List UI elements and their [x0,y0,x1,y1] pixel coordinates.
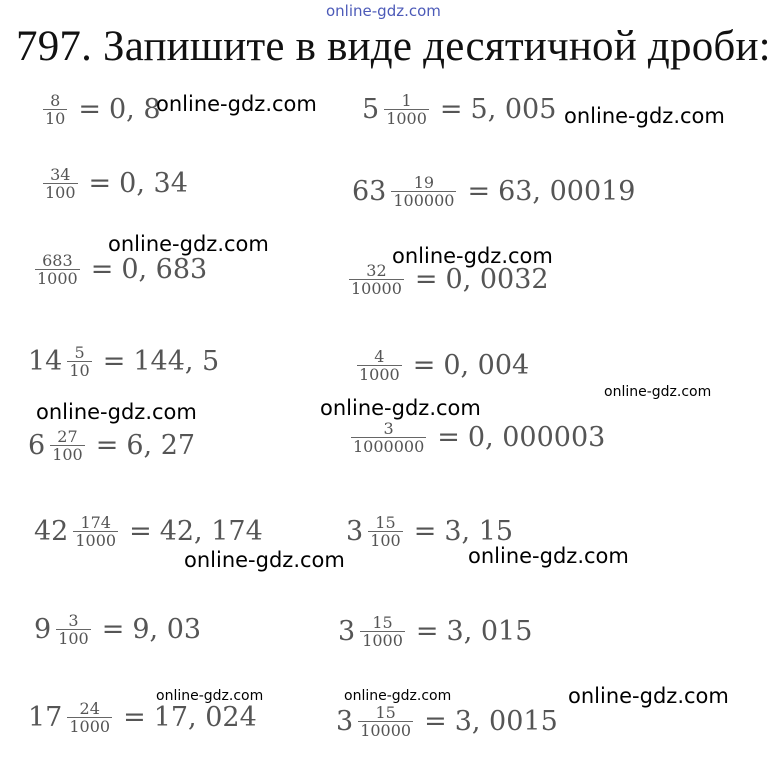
fraction-numerator: 1 [401,91,412,110]
equation-3 [38,166,188,201]
watermark: online-gdz.com [320,396,481,420]
fraction-denominator: 100 [370,531,401,550]
equation-whole: 3 [336,706,354,737]
fraction [357,348,402,383]
watermark: online-gdz.com [108,232,269,256]
equation-result: 144, 5 [133,346,220,377]
equals-sign: = [90,254,114,285]
fraction-denominator: 1000 [359,365,400,384]
equals-sign: = [88,168,112,199]
equation-result: 42, 174 [159,516,263,547]
equation-whole: 6 [28,430,46,461]
equation-result: 9, 03 [132,614,202,645]
equation-whole: 14 [28,346,63,377]
equation-10 [346,420,605,455]
equation-16 [336,704,558,739]
equation-result: 5, 005 [470,94,557,125]
fraction [67,700,112,735]
fraction [351,420,426,455]
equation-result: 0, 0032 [445,264,549,295]
watermark: online-gdz.com [604,384,712,400]
fraction-numerator: 15 [375,513,396,532]
equation-result: 17, 024 [153,702,257,733]
equation-13 [34,612,201,647]
fraction-numerator: 24 [79,699,100,718]
fraction-numerator: 174 [80,513,111,532]
watermark: online-gdz.com [156,92,317,116]
fraction-numerator: 8 [50,91,61,110]
fraction-numerator: 683 [42,251,73,270]
fraction-denominator: 100 [52,445,83,464]
fraction-numerator: 19 [413,173,435,192]
fraction [358,704,413,739]
fraction [35,252,80,287]
equation-whole: 3 [338,616,356,647]
exercise-title: 797. Запишите в виде десятичной дроби: [16,23,771,70]
equation-8 [352,348,529,383]
equals-sign: = [413,516,437,547]
equation-result: 0, 8 [108,94,161,125]
equation-9 [28,428,195,463]
fraction-numerator: 3 [383,419,394,438]
fraction-numerator: 5 [74,343,85,362]
equation-whole: 5 [362,94,380,125]
equation-result: 0, 34 [119,168,188,199]
equals-sign: = [95,430,119,461]
fraction [360,614,405,649]
fraction-numerator: 32 [366,261,387,280]
equals-sign: = [437,422,460,453]
site-header-link[interactable]: online-gdz.com [326,2,441,20]
fraction-denominator: 10000 [360,721,412,740]
fraction-denominator: 1000 [69,717,111,736]
equation-2 [362,92,556,127]
watermark: online-gdz.com [36,400,197,424]
equals-sign: = [414,264,438,295]
watermark: online-gdz.com [344,688,452,704]
equation-4 [352,174,635,209]
equals-sign: = [123,702,146,733]
fraction-denominator: 100 [45,183,76,202]
equation-whole: 17 [28,702,63,733]
equation-result: 63, 00019 [498,176,636,207]
equals-sign: = [102,346,126,377]
fraction [67,344,91,379]
fraction-denominator: 10000 [351,279,402,298]
equation-result: 0, 683 [121,254,208,285]
equals-sign: = [415,616,439,647]
fraction-denominator: 10 [45,109,66,128]
equation-result: 6, 27 [126,430,196,461]
equation-whole: 63 [352,176,387,207]
equation-14 [338,614,532,649]
equation-result: 0, 004 [443,350,530,381]
fraction-numerator: 4 [374,347,385,366]
fraction-numerator: 34 [50,165,71,184]
fraction-denominator: 1000 [386,109,427,128]
fraction-denominator: 100 [58,629,89,648]
fraction-denominator: 10 [69,361,90,380]
equals-sign: = [101,614,125,645]
equation-result: 3, 15 [444,516,514,547]
equation-7 [28,344,219,379]
equals-sign: = [424,706,447,737]
equation-result: 3, 015 [446,616,533,647]
equals-sign: = [129,516,152,547]
equation-result: 3, 0015 [454,706,558,737]
fraction-denominator: 100000 [393,191,455,210]
equation-11 [34,514,263,549]
equation-15 [28,700,257,735]
fraction-denominator: 1000 [75,531,117,550]
fraction [43,92,67,127]
equation-5 [30,252,207,287]
watermark: online-gdz.com [564,104,725,128]
watermark: online-gdz.com [156,688,264,704]
equation-whole: 42 [34,516,69,547]
fraction [56,612,91,647]
watermark: online-gdz.com [568,684,729,708]
fraction [368,514,403,549]
fraction-numerator: 3 [68,611,79,630]
fraction-denominator: 1000000 [353,437,425,456]
watermark: online-gdz.com [392,244,553,268]
fraction [384,92,429,127]
watermark: online-gdz.com [184,548,345,572]
fraction [73,514,118,549]
fraction [50,428,85,463]
fraction [43,166,78,201]
equals-sign: = [439,94,463,125]
fraction-denominator: 1000 [362,631,403,650]
equation-1 [38,92,161,127]
equation-result: 0, 000003 [467,422,606,453]
equals-sign: = [467,176,491,207]
equation-whole: 9 [34,614,52,645]
equals-sign: = [78,94,101,125]
fraction [391,174,456,209]
equation-whole: 3 [346,516,364,547]
fraction-numerator: 15 [372,613,393,632]
watermark: online-gdz.com [468,544,629,568]
fraction-numerator: 27 [57,427,78,446]
fraction-numerator: 15 [375,703,396,722]
equals-sign: = [412,350,436,381]
fraction-denominator: 1000 [37,269,78,288]
